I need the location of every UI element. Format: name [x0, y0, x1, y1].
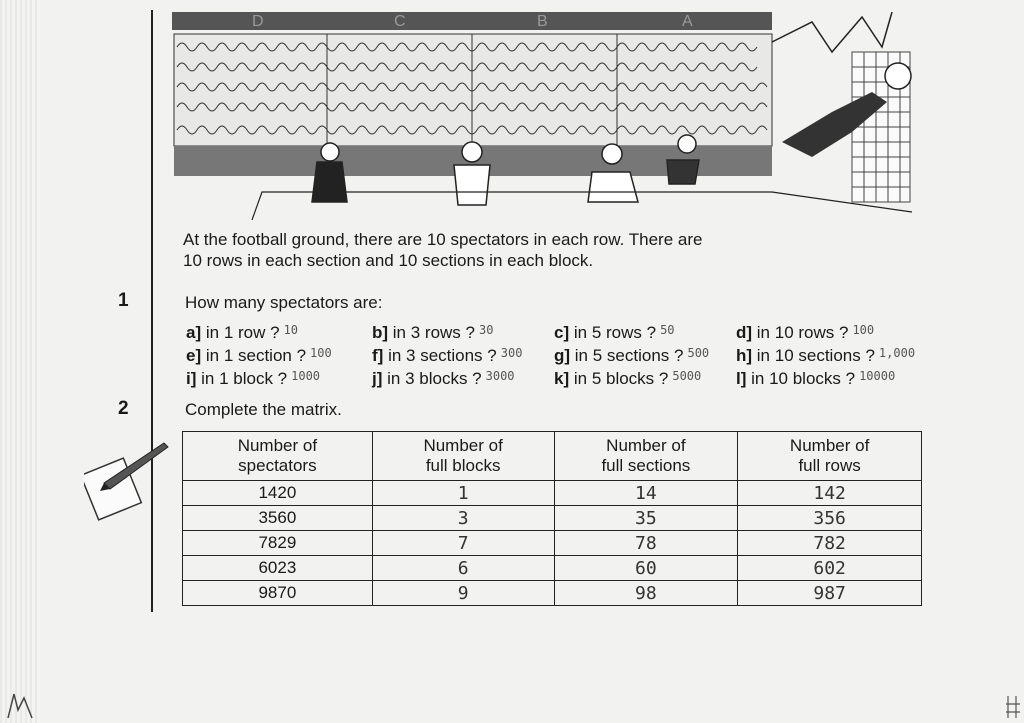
column-header: Number of full sections: [554, 432, 738, 481]
table-header-row: [183, 432, 922, 481]
column-header: Number of spectators: [183, 432, 373, 481]
answer-cell[interactable]: 987: [738, 581, 922, 606]
item-label: l]: [736, 369, 747, 388]
item-text: in 10 rows ?: [756, 323, 849, 342]
question-item: [186, 342, 332, 367]
answer-cell[interactable]: 602: [738, 556, 922, 581]
answer-cell[interactable]: 142: [738, 481, 922, 506]
question-item: [736, 342, 915, 367]
item-text: in 3 rows ?: [392, 323, 475, 342]
pencil-answer: 10: [283, 323, 299, 337]
table-row: [183, 556, 922, 581]
intro-text: [183, 229, 883, 271]
spectators-cell: 1420: [183, 481, 373, 506]
item-label: d]: [736, 323, 753, 342]
item-label: b]: [372, 323, 389, 342]
question-item: [736, 365, 895, 390]
pencil-answer: 500: [687, 346, 710, 360]
answer-cell[interactable]: 6: [372, 556, 554, 581]
football: [885, 63, 911, 89]
item-text: in 10 blocks ?: [751, 369, 856, 388]
stand-block-label: C: [394, 13, 406, 30]
pencil-answer: 1,000: [878, 346, 916, 360]
scribble-mark: [1004, 694, 1022, 720]
table-row: [183, 531, 922, 556]
column-header: Number of full rows: [738, 432, 922, 481]
spectators-cell: 9870: [183, 581, 373, 606]
column-header: Number of full blocks: [372, 432, 554, 481]
item-text: in 10 sections ?: [756, 346, 875, 365]
question-item: [372, 365, 515, 390]
question-item: [554, 342, 709, 367]
answer-cell[interactable]: 78: [554, 531, 738, 556]
question-item: [554, 319, 675, 344]
item-label: k]: [554, 369, 570, 388]
spectators-cell: 6023: [183, 556, 373, 581]
question-item: [736, 319, 874, 344]
pencil-answer: 50: [660, 323, 675, 337]
answer-cell[interactable]: 782: [738, 531, 922, 556]
pencil-answer: 300: [500, 346, 523, 360]
question-number: 1: [118, 290, 129, 311]
answer-cell[interactable]: 7: [372, 531, 554, 556]
stand-block-label: D: [252, 13, 264, 30]
intro-line: At the football ground, there are 10 spectators in each row. There are: [183, 230, 703, 249]
answer-cell[interactable]: 14: [554, 481, 738, 506]
question-item: [186, 365, 320, 390]
question-item: [372, 319, 493, 344]
spectator-matrix: [182, 431, 922, 606]
pencil-answer: 100: [310, 346, 332, 360]
stand-block-label: B: [537, 13, 548, 30]
item-text: in 3 blocks ?: [387, 369, 482, 388]
item-text: in 5 sections ?: [574, 346, 684, 365]
football-ground-illustration: [172, 12, 914, 220]
item-label: f]: [372, 346, 384, 365]
pencil-answer: 5000: [672, 369, 702, 383]
pencil-answer: 3000: [485, 369, 515, 383]
answer-cell[interactable]: 35: [554, 506, 738, 531]
table-row: [183, 581, 922, 606]
answer-cell[interactable]: 98: [554, 581, 738, 606]
spectators-cell: 7829: [183, 531, 373, 556]
answer-cell[interactable]: 9: [372, 581, 554, 606]
table-row: [183, 506, 922, 531]
answer-cell[interactable]: 356: [738, 506, 922, 531]
item-text: in 5 rows ?: [573, 323, 657, 342]
crowd: [174, 34, 772, 146]
pencil-icon: [84, 437, 170, 523]
item-label: j]: [372, 369, 383, 388]
pitch-line: [252, 192, 912, 220]
page-binding-edge: [0, 0, 40, 723]
question-number: 2: [118, 398, 129, 419]
scribble-mark: [6, 690, 34, 720]
answer-cell[interactable]: 1: [372, 481, 554, 506]
pencil-answer: 30: [478, 323, 494, 337]
question-prompt: How many spectators are:: [185, 293, 383, 312]
answer-cell[interactable]: 60: [554, 556, 738, 581]
question-items: [186, 319, 956, 391]
item-text: in 1 block ?: [201, 369, 288, 388]
pencil-answer: 1000: [291, 369, 321, 383]
item-text: in 1 row ?: [205, 323, 280, 342]
item-text: in 5 blocks ?: [573, 369, 669, 388]
stand-block-label: A: [682, 13, 693, 30]
pencil-answer: 100: [852, 323, 875, 337]
item-label: a]: [186, 323, 202, 342]
item-text: in 3 sections ?: [388, 346, 497, 365]
item-label: i]: [186, 369, 197, 388]
item-label: c]: [554, 323, 570, 342]
answer-cell[interactable]: 3: [372, 506, 554, 531]
spectators-cell: 3560: [183, 506, 373, 531]
item-text: in 1 section ?: [205, 346, 307, 365]
pencil-answer: 10000: [859, 369, 896, 383]
item-label: g]: [554, 346, 571, 365]
item-label: e]: [186, 346, 202, 365]
question-item: [554, 365, 701, 390]
question-item: [372, 342, 522, 367]
question-item: [186, 319, 298, 344]
intro-line: 10 rows in each section and 10 sections in each block.: [183, 251, 594, 270]
table-row: [183, 481, 922, 506]
question-prompt: Complete the matrix.: [185, 400, 342, 419]
item-label: h]: [736, 346, 753, 365]
